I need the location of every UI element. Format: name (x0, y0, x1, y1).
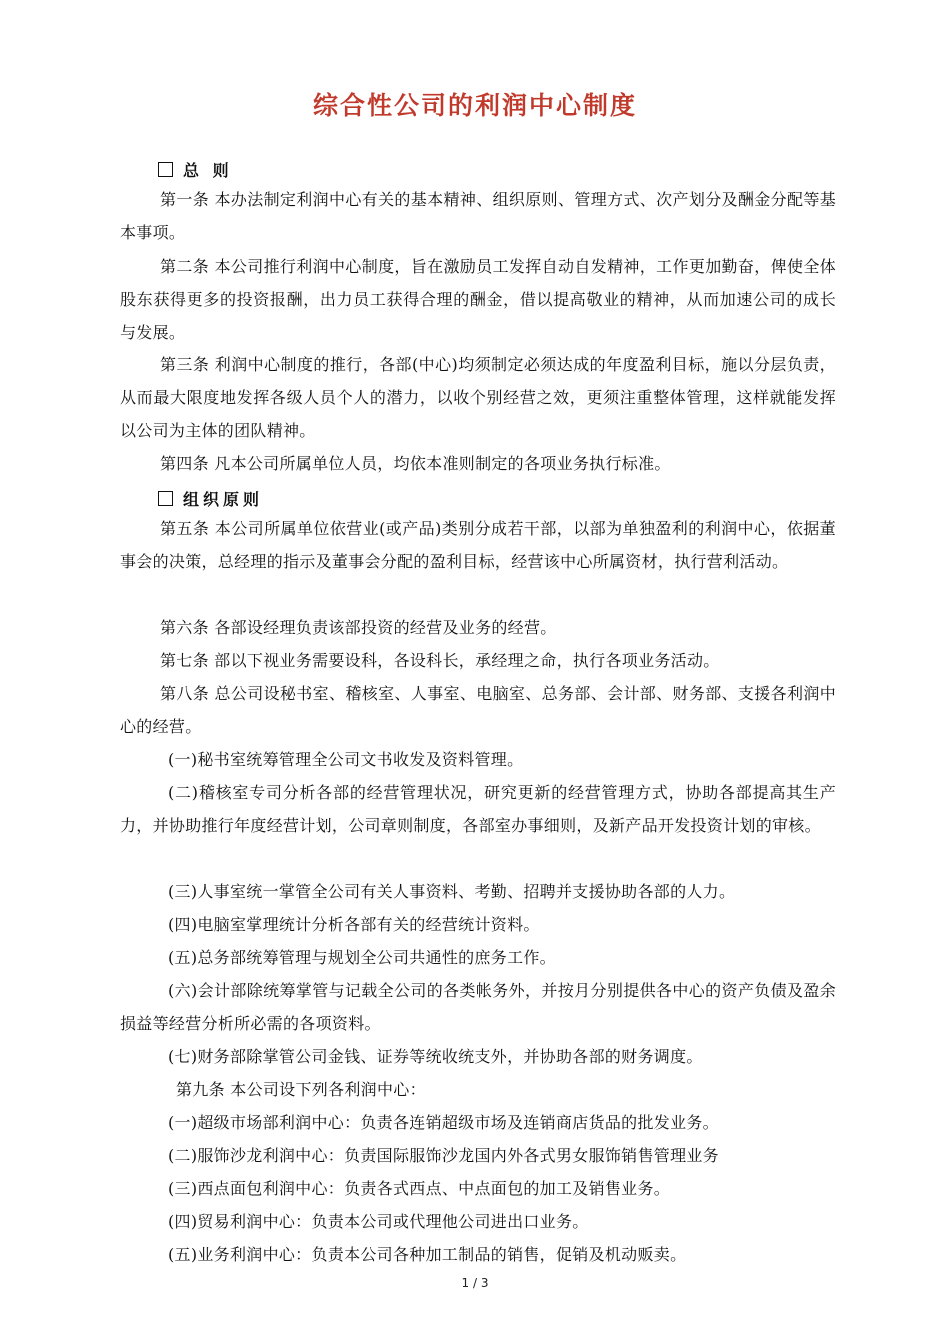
article-4: 第四条 凡本公司所属单位人员，均依本准则制定的各项业务执行标准。 (160, 454, 671, 473)
checkbox-icon (158, 491, 173, 506)
article-9-item-2: (二)服饰沙龙利润中心：负责国际服饰沙龙国内外各式男女服饰销售管理业务 (168, 1146, 719, 1165)
article-8-item-7: (七)财务部除掌管公司金钱、证券等统收统支外，并协助各部的财务调度。 (168, 1047, 703, 1066)
article-8: 第八条 总公司设秘书室、稽核室、人事室、电脑室、总务部、会计部、财务部、支援各利润中心的经营。 (120, 684, 836, 736)
article-8-item-2: (二)稽核室专司分析各部的经营管理状况，研究更新的经营管理方式，协助各部提高其生产力，并协助推行年度经营计划，公司章则制度，各部室办事细则，及新产品开发投资计划的审核。 (120, 783, 836, 835)
article-9-item-5: (五)业务利润中心：负责本公司各种加工制品的销售，促销及机动贩卖。 (168, 1245, 687, 1264)
article-7: 第七条 部以下视业务需要设科，各设科长，承经理之命，执行各项业务活动。 (160, 651, 720, 670)
article-6: 第六条 各部设经理负责该部投资的经营及业务的经营。 (160, 618, 557, 637)
article-9-item-3: (三)西点面包利润中心：负责各式西点、中点面包的加工及销售业务。 (168, 1179, 671, 1198)
article-5: 第五条 本公司所属单位依营业(或产品)类别分成若干部，以部为单独盈利的利润中心，依据董事会的决策，总经理的指示及董事会分配的盈利目标，经营该中心所属资材，执行营利活动。 (120, 519, 836, 571)
article-9-item-4: (四)贸易利润中心：负责本公司或代理他公司进出口业务。 (168, 1212, 589, 1231)
document-title: 综合性公司的利润中心制度 (312, 91, 637, 120)
article-8-item-6: (六)会计部除统筹掌管与记载全公司的各类帐务外，并按月分别提供各中心的资产负债及盈余损益等经营分析所必需的各项资料。 (120, 981, 836, 1033)
checkbox-icon (158, 162, 173, 177)
section-heading-organization: 组织原则 (158, 487, 263, 510)
article-9-item-1: (一)超级市场部利润中心：负责各连销超级市场及连销商店货品的批发业务。 (168, 1113, 719, 1132)
article-8-item-1: (一)秘书室统筹管理全公司文书收发及资料管理。 (168, 750, 524, 769)
article-8-item-5: (五)总务部统筹管理与规划全公司共通性的庶务工作。 (168, 948, 556, 967)
article-8-item-3: (三)人事室统一掌管全公司有关人事资料、考勤、招聘并支援协助各部的人力。 (168, 882, 736, 901)
article-2: 第二条 本公司推行利润中心制度，旨在激励员工发挥自动自发精神，工作更加勤奋，俾使全体股东获得更多的投资报酬，出力员工获得合理的酬金，借以提高敬业的精神，从而加速公司的成长与发展。 (120, 257, 836, 342)
page-number: 1 / 3 (461, 1276, 489, 1290)
article-8-item-4: (四)电脑室掌理统计分析各部有关的经营统计资料。 (168, 915, 540, 934)
article-3: 第三条 利润中心制度的推行，各部(中心)均须制定必须达成的年度盈利目标，施以分层负责，从而最大限度地发挥各级人员个人的潜力，以收个别经营之效，更须注重整体管理，这样就能发挥以公司为主体的团队精神。 (120, 355, 836, 440)
article-9: 第九条 本公司设下列各利润中心： (176, 1080, 426, 1099)
section-heading-general: 总 则 (158, 158, 233, 181)
article-1: 第一条 本办法制定利润中心有关的基本精神、组织原则、管理方式、次产划分及酬金分配等基本事项。 (120, 190, 836, 242)
